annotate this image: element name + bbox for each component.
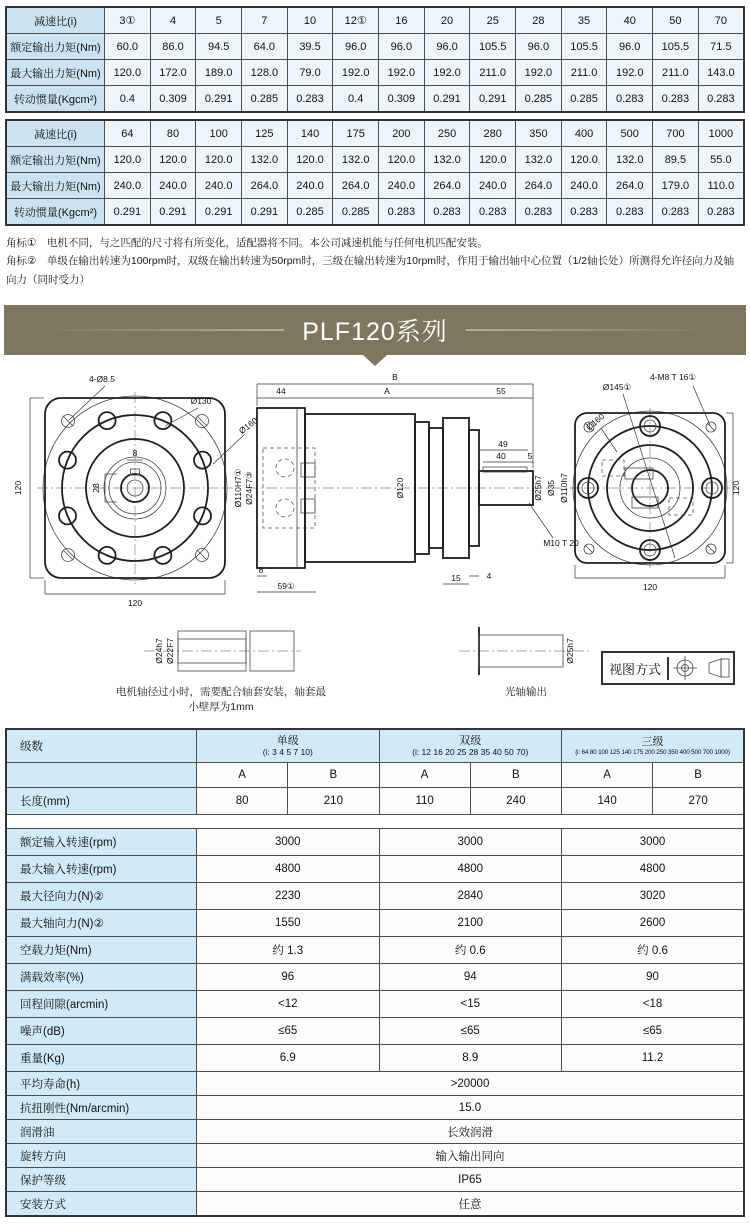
series-title: PLF120系列 [302, 318, 448, 347]
ratio-value: 100 [196, 120, 242, 147]
ratio-value: 125 [242, 120, 288, 147]
data-value: 89.5 [653, 147, 699, 173]
stage-value: 4800 [562, 856, 745, 883]
view-mode-box [601, 651, 735, 685]
dimension-label: 44 [276, 386, 286, 397]
dimension-label: Ø25h7 [564, 638, 575, 664]
dimension-label: Ø24h7 [153, 638, 164, 664]
data-value: 0.285 [561, 86, 607, 113]
detail-drawings-row [15, 625, 735, 714]
footnote-1: 角标① 电机不同，与之匹配的尺寸将有所变化，适配器将不同。本公司减速机能与任何电机匹配安装。 [6, 237, 488, 249]
data-value: 0.285 [516, 86, 562, 113]
data-value: 240.0 [287, 173, 333, 199]
data-value: 132.0 [516, 147, 562, 173]
series-banner [4, 305, 746, 355]
ab-header: B [470, 763, 561, 788]
row-label: 重量(Kg) [6, 1045, 197, 1072]
data-value: 0.283 [516, 199, 562, 226]
row-label: 转动惯量(Kgcm²) [6, 199, 105, 226]
dimension-label: Ø22F7 [164, 638, 175, 665]
stage-value: 3000 [379, 829, 562, 856]
data-value: 0.283 [653, 86, 699, 113]
dimension-label: 120 [642, 582, 658, 593]
ratio-value: 200 [379, 120, 425, 147]
data-value: 120.0 [470, 147, 516, 173]
specification-table [5, 728, 745, 1217]
span-value: 输入输出同向 [197, 1144, 745, 1168]
data-value: 120.0 [561, 147, 607, 173]
stage-value: 96 [197, 964, 380, 991]
data-value: 0.291 [242, 199, 288, 226]
data-value: 96.0 [379, 34, 425, 60]
data-value: 55.0 [698, 147, 744, 173]
ab-header: A [379, 763, 470, 788]
dimension-label: Ø24F7③ [244, 471, 254, 505]
data-value: 0.283 [698, 199, 744, 226]
stage-group-header: 双级 (i: 12 16 20 25 28 35 40 50 70) [379, 729, 562, 763]
span-value: 任意 [197, 1192, 745, 1217]
span-value: IP65 [197, 1168, 745, 1192]
data-value: 96.0 [516, 34, 562, 60]
ratio-value: 50 [653, 7, 699, 34]
dimension-label: Ø160 [236, 415, 260, 437]
data-value: 172.0 [150, 60, 196, 86]
span-value: 长效润滑 [197, 1120, 745, 1144]
stage-value: 11.2 [562, 1045, 745, 1072]
stage-value: 94 [379, 964, 562, 991]
dimension-label: 55 [496, 386, 506, 397]
dimension-label: 28 [91, 483, 101, 493]
bushing-detail [111, 625, 331, 714]
ratio-table [5, 119, 745, 226]
ratio-value: 400 [561, 120, 607, 147]
ratio-value: 280 [470, 120, 516, 147]
data-value: 110.0 [698, 173, 744, 199]
stage-value: 3000 [562, 829, 745, 856]
data-value: 192.0 [379, 60, 425, 86]
ratio-value: 700 [653, 120, 699, 147]
plain-shaft-caption: 光轴输出 [504, 686, 547, 699]
row-label: 最大输入转速(rpm) [6, 856, 197, 883]
dimension-label: Ø160 [583, 411, 607, 433]
span-value: >20000 [197, 1072, 745, 1096]
dimension-label: 49 [498, 439, 508, 450]
dimension-label: 5 [527, 451, 533, 462]
data-value: 192.0 [333, 60, 379, 86]
row-label: 旋转方向 [6, 1144, 197, 1168]
row-label: 空载力矩(Nm) [6, 937, 197, 964]
data-value: 0.285 [242, 86, 288, 113]
dimension-label: 4 [486, 571, 492, 582]
data-value: 192.0 [607, 60, 653, 86]
stage-value: <18 [562, 991, 745, 1018]
data-value: 192.0 [424, 60, 470, 86]
ratio-value: 35 [561, 7, 607, 34]
dimension-label: Ø25h7 [533, 475, 543, 501]
data-value: 71.5 [698, 34, 744, 60]
data-value: 64.0 [242, 34, 288, 60]
data-value: 120.0 [287, 147, 333, 173]
data-value: 0.291 [424, 86, 470, 113]
ratio-value: 25 [470, 7, 516, 34]
stage-value: <12 [197, 991, 380, 1018]
data-value: 0.283 [561, 199, 607, 226]
data-value: 96.0 [424, 34, 470, 60]
dimension-drawing-svg [5, 368, 745, 616]
ratio-header-label: 减速比(i) [6, 120, 105, 147]
stage-value: 3000 [197, 829, 380, 856]
ratio-value: 7 [242, 7, 288, 34]
data-value: 264.0 [607, 173, 653, 199]
ratio-value: 40 [607, 7, 653, 34]
data-value: 132.0 [333, 147, 379, 173]
row-label: 安装方式 [6, 1192, 197, 1217]
data-value: 264.0 [424, 173, 470, 199]
dimension-label: 120 [127, 598, 143, 609]
data-value: 0.283 [653, 199, 699, 226]
stage-value: 3020 [562, 883, 745, 910]
ratio-header-label: 减速比(i) [6, 7, 105, 34]
length-value: 240 [470, 788, 561, 815]
row-label: 抗扭刚性(Nm/arcmin) [6, 1096, 197, 1120]
ratio-table-1-wrap [0, 0, 750, 113]
spec-empty-label [6, 763, 197, 788]
stage-value: 1550 [197, 910, 380, 937]
ratio-value: 20 [424, 7, 470, 34]
row-label: 额定输出力矩(Nm) [6, 34, 105, 60]
data-value: 240.0 [196, 173, 242, 199]
stage-value: ≤65 [379, 1018, 562, 1045]
dimension-label: 120 [13, 481, 23, 496]
dimension-label: 4-Ø8.5 [89, 374, 115, 385]
data-value: 0.283 [470, 199, 516, 226]
data-value: 0.291 [196, 199, 242, 226]
dimension-label: Ø35 [546, 480, 556, 497]
data-value: 192.0 [516, 60, 562, 86]
data-value: 0.283 [424, 199, 470, 226]
row-label: 最大输出力矩(Nm) [6, 60, 105, 86]
dimension-label: 8 [258, 565, 264, 576]
stage-value: 6.9 [197, 1045, 380, 1072]
data-value: 0.4 [333, 86, 379, 113]
footnotes [6, 234, 744, 289]
bushing-detail-svg [136, 625, 306, 677]
data-value: 79.0 [287, 60, 333, 86]
stage-value: <15 [379, 991, 562, 1018]
data-value: 0.283 [607, 86, 653, 113]
data-value: 143.0 [698, 60, 744, 86]
stage-value: ≤65 [197, 1018, 380, 1045]
data-value: 120.0 [196, 147, 242, 173]
first-angle-projection-icon [669, 655, 733, 681]
stage-value: 约 0.6 [379, 937, 562, 964]
footnote-2: 角标② 单级在输出转速为100rpm时，双级在输出转速为50rpm时，三级在输出转速为10rpm时，作用于输出轴中心位置（1/2轴长处）所测得允许径向力及轴向力（同时受力） [6, 255, 735, 286]
dimension-label: Ø145① [602, 382, 632, 393]
spec-table-wrap [0, 720, 750, 1227]
ratio-value: 12① [333, 7, 379, 34]
data-value: 211.0 [653, 60, 699, 86]
length-value: 140 [562, 788, 653, 815]
data-value: 120.0 [379, 147, 425, 173]
stage-value: 4800 [197, 856, 380, 883]
data-value: 105.5 [561, 34, 607, 60]
plain-shaft-detail [451, 625, 601, 699]
data-value: 96.0 [607, 34, 653, 60]
data-value: 0.291 [470, 86, 516, 113]
spec-table [5, 728, 745, 1217]
ratio-value: 350 [516, 120, 562, 147]
ratio-value: 140 [287, 120, 333, 147]
spec-corner-label: 级数 [6, 729, 197, 763]
dimension-label: A [384, 386, 390, 397]
rear-view-drawing [570, 372, 741, 592]
ab-header: A [562, 763, 653, 788]
dimension-label: 8 [132, 448, 138, 459]
row-label: 额定输入转速(rpm) [6, 829, 197, 856]
stage-value: ≤65 [562, 1018, 745, 1045]
data-value: 105.5 [653, 34, 699, 60]
row-label: 长度(mm) [6, 788, 197, 815]
ratio-value: 16 [379, 7, 425, 34]
row-label: 平均寿命(h) [6, 1072, 197, 1096]
data-value: 0.309 [379, 86, 425, 113]
data-value: 240.0 [561, 173, 607, 199]
data-value: 94.5 [196, 34, 242, 60]
ratio-table-2 [5, 119, 745, 226]
data-value: 0.283 [698, 86, 744, 113]
dimension-label: Ø120 [395, 477, 405, 499]
data-value: 240.0 [470, 173, 516, 199]
ratio-value: 250 [424, 120, 470, 147]
data-value: 0.283 [379, 199, 425, 226]
row-label: 最大输出力矩(Nm) [6, 173, 105, 199]
banner-left-line [40, 329, 284, 331]
data-value: 240.0 [105, 173, 151, 199]
banner-pointer-triangle [363, 355, 387, 366]
stage-value: 2100 [379, 910, 562, 937]
stage-value: 2840 [379, 883, 562, 910]
dimension-label: 15 [451, 573, 461, 584]
ratio-table-2-wrap [0, 113, 750, 226]
data-value: 132.0 [424, 147, 470, 173]
data-value: 211.0 [470, 60, 516, 86]
row-label: 保护等级 [6, 1168, 197, 1192]
data-value: 120.0 [150, 147, 196, 173]
data-value: 132.0 [607, 147, 653, 173]
data-value: 120.0 [105, 147, 151, 173]
data-value: 0.283 [607, 199, 653, 226]
view-mode-label: 视图方式 [603, 657, 669, 680]
data-value: 189.0 [196, 60, 242, 86]
length-value: 110 [379, 788, 470, 815]
banner-right-line [466, 329, 710, 331]
bushing-caption: 电机轴径过小时，需要配合轴套安装，轴套最小壁厚为1mm [115, 686, 326, 714]
stage-value: 2600 [562, 910, 745, 937]
stage-value: 90 [562, 964, 745, 991]
row-label: 噪声(dB) [6, 1018, 197, 1045]
stage-value: 8.9 [379, 1045, 562, 1072]
dimension-label: 4-M8 T 16① [649, 372, 697, 383]
row-label: 润滑油 [6, 1120, 197, 1144]
data-value: 240.0 [150, 173, 196, 199]
stage-value: 2230 [197, 883, 380, 910]
ratio-table-1 [5, 6, 745, 113]
length-value: 270 [653, 788, 744, 815]
front-view-drawing [13, 374, 260, 608]
row-label: 回程间隙(arcmin) [6, 991, 197, 1018]
data-value: 0.4 [105, 86, 151, 113]
data-value: 264.0 [333, 173, 379, 199]
ratio-value: 70 [698, 7, 744, 34]
dimension-label: 120 [731, 481, 741, 496]
technical-drawings [5, 368, 745, 714]
ratio-value: 5 [196, 7, 242, 34]
row-label: 转动惯量(Kgcm²) [6, 86, 105, 113]
ab-header: B [653, 763, 744, 788]
stage-group-header: 三级 (i: 64 80 100 125 140 175 200 250 350 400 500 700 1000) [562, 729, 745, 763]
data-value: 0.283 [287, 86, 333, 113]
ab-header: B [288, 763, 379, 788]
length-value: 80 [197, 788, 288, 815]
row-label: 最大轴向力(N)② [6, 910, 197, 937]
data-value: 211.0 [561, 60, 607, 86]
dimension-label: B [392, 372, 398, 383]
length-value: 210 [288, 788, 379, 815]
data-value: 132.0 [242, 147, 288, 173]
ratio-table [5, 6, 745, 113]
spacer-row [6, 815, 744, 829]
data-value: 0.291 [150, 199, 196, 226]
stage-value: 4800 [379, 856, 562, 883]
dimension-label: M10 T 20 [543, 538, 579, 549]
data-value: 105.5 [470, 34, 516, 60]
dimension-label: Ø110H7① [233, 468, 243, 508]
data-value: 0.291 [196, 86, 242, 113]
ab-header: A [197, 763, 288, 788]
data-value: 96.0 [333, 34, 379, 60]
data-value: 0.285 [287, 199, 333, 226]
ratio-value: 80 [150, 120, 196, 147]
data-value: 128.0 [242, 60, 288, 86]
ratio-value: 175 [333, 120, 379, 147]
row-label: 额定输出力矩(Nm) [6, 147, 105, 173]
ratio-value: 64 [105, 120, 151, 147]
data-value: 0.291 [105, 199, 151, 226]
stage-group-header: 单级 (i: 3 4 5 7 10) [197, 729, 380, 763]
row-label: 最大径向力(N)② [6, 883, 197, 910]
data-value: 240.0 [379, 173, 425, 199]
dimension-label: Ø130 [190, 396, 212, 407]
dimension-label: 40 [496, 451, 506, 462]
ratio-value: 4 [150, 7, 196, 34]
data-value: 264.0 [242, 173, 288, 199]
data-value: 179.0 [653, 173, 699, 199]
data-value: 264.0 [516, 173, 562, 199]
ratio-value: 3① [105, 7, 151, 34]
stage-value: 约 0.6 [562, 937, 745, 964]
row-label: 满载效率(%) [6, 964, 197, 991]
data-value: 120.0 [105, 60, 151, 86]
data-value: 86.0 [150, 34, 196, 60]
ratio-value: 500 [607, 120, 653, 147]
data-value: 39.5 [287, 34, 333, 60]
dimension-label: Ø110h7 [559, 473, 569, 503]
side-section-view-drawing [233, 372, 579, 592]
data-value: 0.309 [150, 86, 196, 113]
span-value: 15.0 [197, 1096, 745, 1120]
stage-value: 约 1.3 [197, 937, 380, 964]
plain-shaft-svg [451, 625, 601, 677]
ratio-value: 10 [287, 7, 333, 34]
dimension-label: 59① [277, 581, 295, 592]
data-value: 0.285 [333, 199, 379, 226]
ratio-value: 1000 [698, 120, 744, 147]
ratio-value: 28 [516, 7, 562, 34]
data-value: 60.0 [105, 34, 151, 60]
